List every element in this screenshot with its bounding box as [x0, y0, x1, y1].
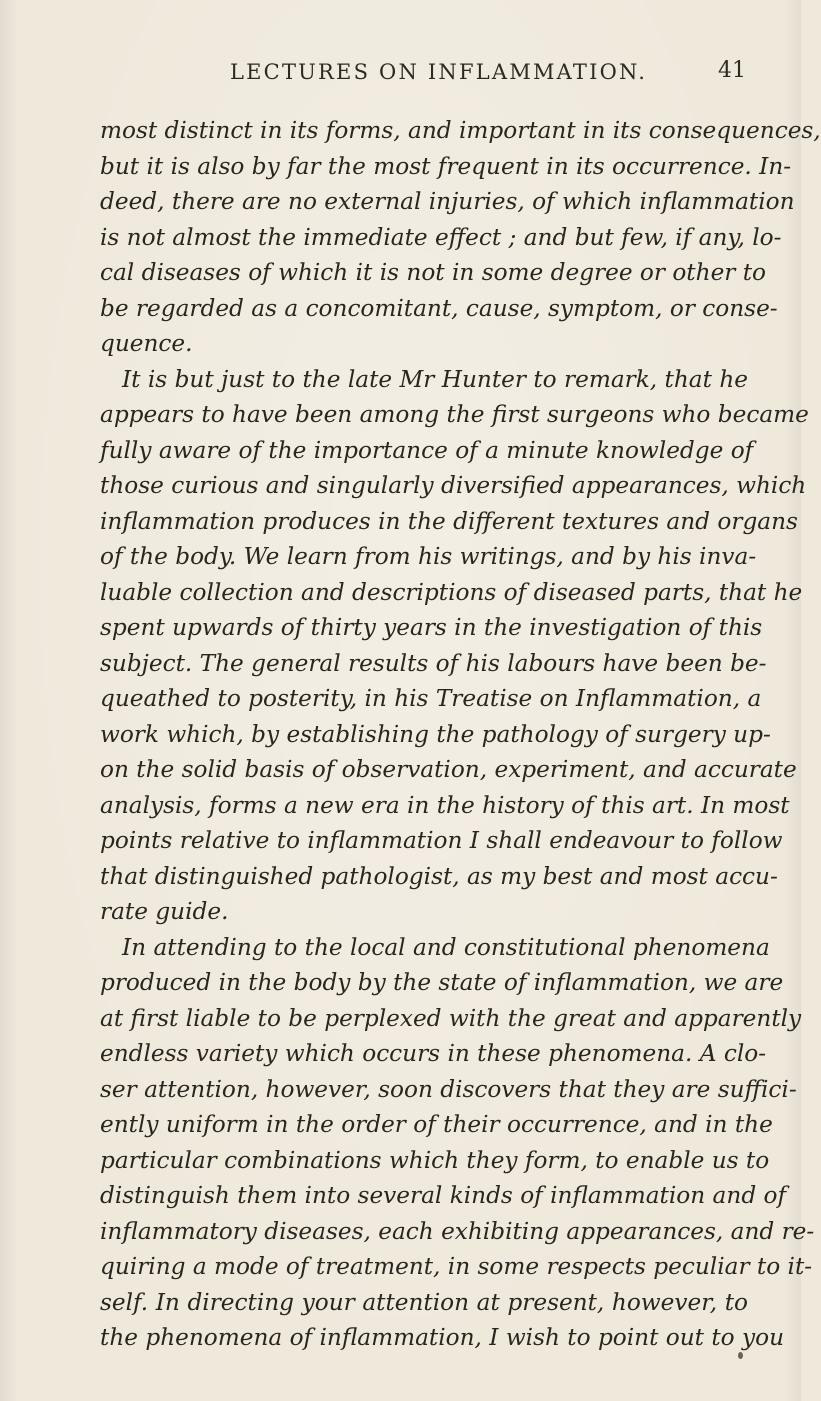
- text-line-content: subject. The general results of his labours have been be-: [100, 649, 767, 677]
- text-line: [100, 113, 821, 149]
- text-line: [100, 539, 757, 575]
- text-line-content: luable collection and descriptions of diseased parts, that he: [100, 578, 803, 606]
- text-line-content: It is but just to the late Mr Hunter to remark, that he: [122, 365, 748, 393]
- running-head: [120, 60, 746, 90]
- text-line: [100, 575, 803, 611]
- running-title: LECTURES ON INFLAMMATION.: [230, 60, 648, 84]
- text-line: [100, 397, 809, 433]
- text-line: [100, 1249, 813, 1285]
- page-number: 41: [718, 58, 746, 83]
- text-line: [100, 610, 763, 646]
- text-line: [100, 1320, 785, 1356]
- text-line: [100, 255, 767, 291]
- text-line-content: distinguish them into several kinds of inflammation and of: [100, 1182, 787, 1209]
- text-line-content: work which, by establishing the pathology of surgery up-: [100, 720, 771, 748]
- text-line: [100, 220, 782, 256]
- text-line-content: particular combinations which they form, to enable us to: [100, 1146, 770, 1174]
- text-line: [100, 717, 771, 753]
- text-line: [100, 859, 778, 895]
- text-line-content: quence.: [100, 330, 193, 357]
- text-line-content: on the solid basis of observation, experiment, and accurate: [100, 756, 797, 783]
- text-line: [100, 1214, 815, 1250]
- text-line-content: endless variety which occurs in these phenomena. A clo-: [100, 1040, 767, 1067]
- text-line-content: inflammation produces in the different textures and organs: [100, 507, 798, 535]
- text-line-content: inflammatory diseases, each exhibiting appearances, and re-: [100, 1217, 815, 1245]
- text-line-content: is not almost the immediate effect ; and but few, if any, lo-: [100, 223, 782, 251]
- text-line-content: deed, there are no external injuries, of which inflammation: [100, 188, 795, 215]
- text-line-content: produced in the body by the state of inflammation, we are: [100, 969, 784, 996]
- text-line-content: queathed to posterity, in his Treatise on Inflammation, a: [100, 685, 762, 712]
- text-line: [100, 1107, 773, 1143]
- text-line: [100, 646, 767, 682]
- text-line: [100, 965, 784, 1001]
- text-line: [100, 1178, 787, 1214]
- text-line-content: analysis, forms a new era in the history of this art. In most: [100, 791, 790, 819]
- text-line: [100, 1143, 770, 1179]
- text-line-content: In attending to the local and constitutional phenomena: [122, 933, 770, 961]
- text-line: [100, 326, 748, 362]
- text-line-content: points relative to inflammation I shall endeavour to follow: [100, 827, 783, 854]
- text-line-content: self. In directing your attention at present, however, to: [100, 1288, 748, 1316]
- ink-speck: [738, 1352, 743, 1359]
- text-line-content: spent upwards of thirty years in the investigation of this: [100, 614, 763, 641]
- text-line: [100, 468, 807, 504]
- text-line: [100, 504, 798, 540]
- text-line: [100, 930, 770, 966]
- text-line-content: the phenomena of inflammation, I wish to point out to you: [100, 1324, 785, 1351]
- text-line: [100, 1072, 797, 1108]
- text-line-content: rate guide.: [100, 898, 229, 925]
- text-line: [100, 681, 762, 717]
- text-line-content: most distinct in its forms, and important in its consequences,: [100, 117, 821, 144]
- text-line-content: be regarded as a concomitant, cause, symptom, or conse-: [100, 294, 778, 322]
- text-line: [100, 894, 748, 930]
- text-line-content: at first liable to be perplexed with the great and apparently: [100, 1004, 802, 1032]
- text-line-content: fully aware of the importance of a minute knowledge of: [100, 436, 754, 464]
- text-line: [100, 1285, 748, 1321]
- text-line-content: quiring a mode of treatment, in some respects peculiar to it-: [100, 1253, 813, 1280]
- text-line: [100, 823, 783, 859]
- text-line: [100, 1001, 802, 1037]
- text-line-content: but it is also by far the most frequent in its occurrence. In-: [100, 152, 792, 180]
- text-line: [100, 1036, 767, 1072]
- text-line-content: of the body. We learn from his writings, and by his inva-: [100, 543, 757, 570]
- text-line: [100, 362, 748, 398]
- text-line: [100, 149, 792, 185]
- text-line-content: ently uniform in the order of their occurrence, and in the: [100, 1111, 773, 1138]
- text-line-content: ser attention, however, soon discovers that they are suffici-: [100, 1075, 797, 1103]
- text-line-content: those curious and singularly diversified appearances, which: [100, 472, 807, 499]
- body-text: [100, 113, 821, 1356]
- text-line: [100, 291, 778, 327]
- text-line: [100, 788, 790, 824]
- text-line: [100, 433, 754, 469]
- text-line-content: that distinguished pathologist, as my best and most accu-: [100, 862, 778, 890]
- text-line: [100, 752, 797, 788]
- text-line-content: cal diseases of which it is not in some degree or other to: [100, 259, 767, 286]
- text-line: [100, 184, 795, 220]
- text-line-content: appears to have been among the first surgeons who became: [100, 401, 809, 428]
